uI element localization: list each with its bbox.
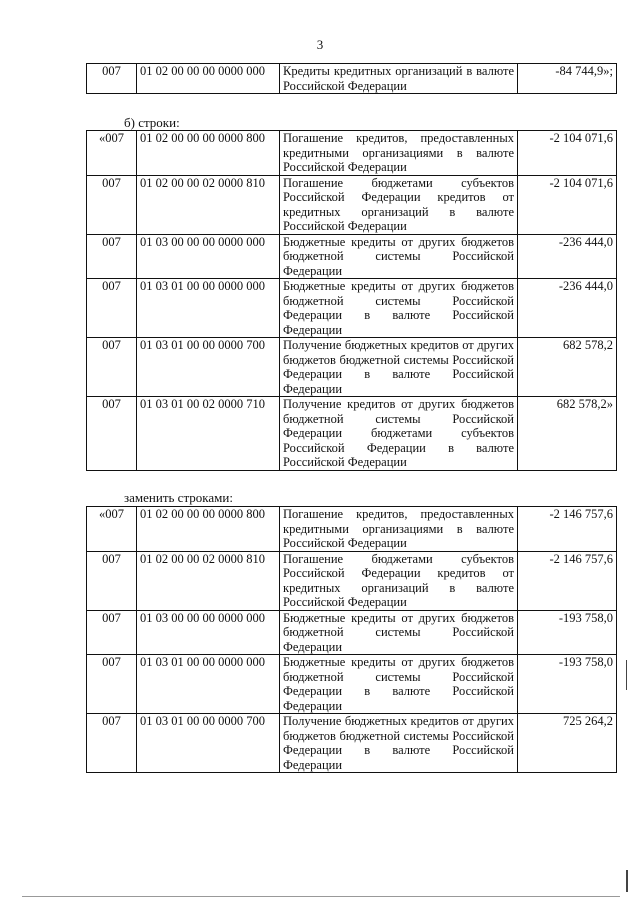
table-row (87, 507, 617, 552)
name-cell: Кредиты кредитных организаций в валюте Российской Федерации (280, 64, 518, 94)
name-cell: Получение бюджетных кредитов от других бюджетов бюджетной системы Российской Федерации в валюте Российской Федерации (280, 338, 518, 397)
name-cell: Бюджетные кредиты от других бюджетов бюджетной системы Российской Федерации (280, 234, 518, 279)
top-table (86, 63, 617, 94)
table-row (87, 279, 617, 338)
edge-mark (626, 660, 627, 690)
replace-label: заменить строками: (124, 490, 233, 505)
value-cell: -193 758,0 (518, 610, 617, 655)
table-row (87, 551, 617, 610)
name-cell: Получение кредитов от других бюджетов бюджетной системы Российской Федерации бюджетами субъектов Российской Федерации в валюте Российской Федерации (280, 397, 518, 471)
code-cell: 007 (87, 234, 137, 279)
table-row (87, 234, 617, 279)
kbk-cell: 01 03 01 00 00 0000 700 (137, 338, 280, 397)
code-cell: «007 (87, 131, 137, 176)
bottom-rule (22, 896, 620, 897)
edge-mark (626, 870, 628, 892)
name-cell: Погашение бюджетами субъектов Российской Федерации кредитов от кредитных организаций в валюте Российской Федерации (280, 551, 518, 610)
name-cell: Бюджетные кредиты от других бюджетов бюджетной системы Российской Федерации в валюте Российской Федерации (280, 279, 518, 338)
name-cell: Бюджетные кредиты от других бюджетов бюджетной системы Российской Федерации в валюте Российской Федерации (280, 655, 518, 714)
code-cell: 007 (87, 175, 137, 234)
section-b-table (86, 130, 617, 471)
code-cell: «007 (87, 507, 137, 552)
value-cell: 682 578,2» (518, 397, 617, 471)
table-row (87, 397, 617, 471)
section-b-label: б) строки: (124, 115, 180, 130)
code-cell: 007 (87, 610, 137, 655)
kbk-cell: 01 02 00 00 02 0000 810 (137, 551, 280, 610)
table-row (87, 338, 617, 397)
page-number: 3 (316, 37, 324, 52)
kbk-cell: 01 03 00 00 00 0000 000 (137, 610, 280, 655)
value-cell: -193 758,0 (518, 655, 617, 714)
kbk-cell: 01 03 01 00 02 0000 710 (137, 397, 280, 471)
value-cell: 682 578,2 (518, 338, 617, 397)
kbk-cell: 01 03 00 00 00 0000 000 (137, 234, 280, 279)
name-cell: Погашение кредитов, предоставленных кредитными организациями в валюте Российской Федерации (280, 507, 518, 552)
name-cell: Бюджетные кредиты от других бюджетов бюджетной системы Российской Федерации (280, 610, 518, 655)
value-cell: -2 104 071,6 (518, 175, 617, 234)
name-cell: Погашение бюджетами субъектов Российской Федерации кредитов от кредитных организаций в валюте Российской Федерации (280, 175, 518, 234)
code-cell: 007 (87, 397, 137, 471)
value-cell: -2 146 757,6 (518, 551, 617, 610)
kbk-cell: 01 02 00 00 00 0000 000 (137, 64, 280, 94)
value-cell: -2 146 757,6 (518, 507, 617, 552)
kbk-cell: 01 02 00 00 02 0000 810 (137, 175, 280, 234)
name-cell: Погашение кредитов, предоставленных кредитными организациями в валюте Российской Федерации (280, 131, 518, 176)
table-row (87, 610, 617, 655)
table-row (87, 655, 617, 714)
kbk-cell: 01 03 01 00 00 0000 000 (137, 655, 280, 714)
table-row (87, 714, 617, 773)
code-cell: 007 (87, 338, 137, 397)
code-cell: 007 (87, 551, 137, 610)
value-cell: -84 744,9»; (518, 64, 617, 94)
code-cell: 007 (87, 655, 137, 714)
code-cell: 007 (87, 64, 137, 94)
table-row (87, 64, 617, 94)
table-row (87, 175, 617, 234)
kbk-cell: 01 03 01 00 00 0000 000 (137, 279, 280, 338)
kbk-cell: 01 02 00 00 00 0000 800 (137, 131, 280, 176)
value-cell: -236 444,0 (518, 279, 617, 338)
replace-table (86, 506, 617, 773)
kbk-cell: 01 02 00 00 00 0000 800 (137, 507, 280, 552)
table-row (87, 131, 617, 176)
code-cell: 007 (87, 714, 137, 773)
name-cell: Получение бюджетных кредитов от других бюджетов бюджетной системы Российской Федерации в валюте Российской Федерации (280, 714, 518, 773)
code-cell: 007 (87, 279, 137, 338)
value-cell: -2 104 071,6 (518, 131, 617, 176)
value-cell: 725 264,2 (518, 714, 617, 773)
value-cell: -236 444,0 (518, 234, 617, 279)
kbk-cell: 01 03 01 00 00 0000 700 (137, 714, 280, 773)
